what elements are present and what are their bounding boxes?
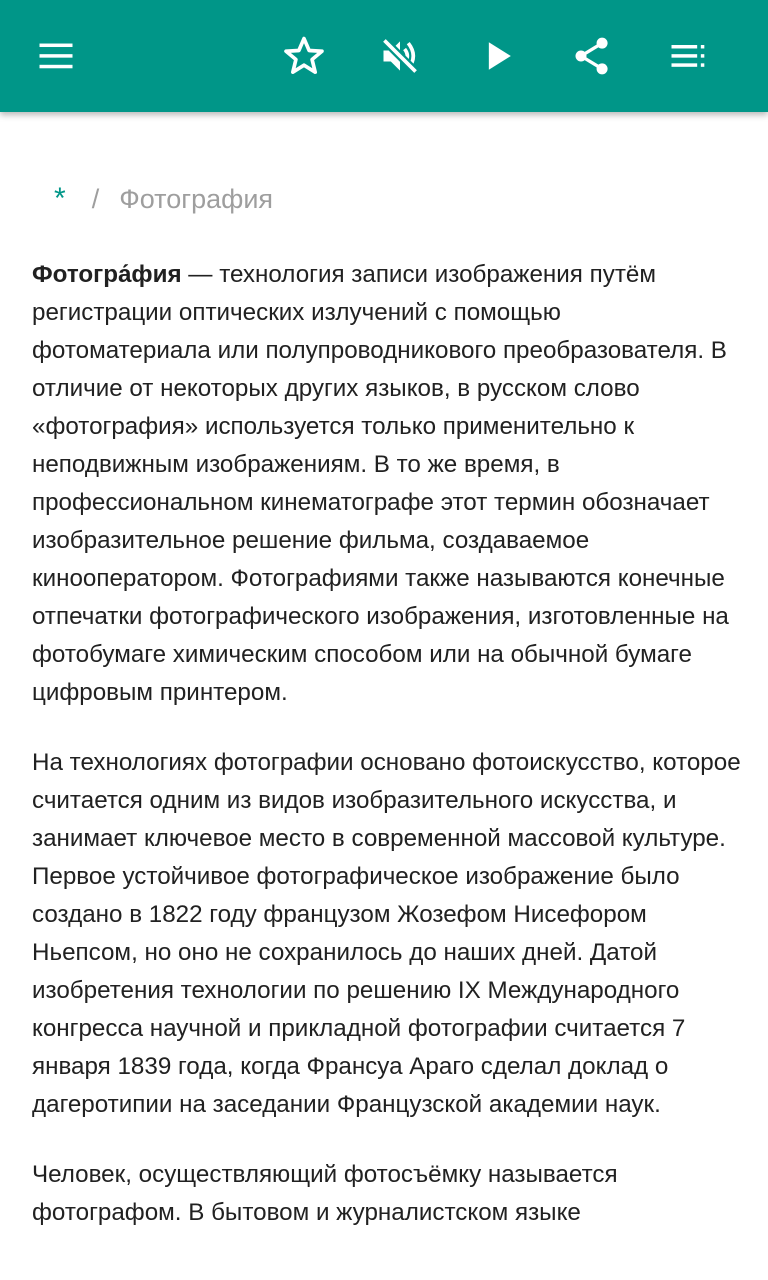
volume-off-icon xyxy=(378,34,422,78)
breadcrumb-separator: / xyxy=(91,184,100,214)
favorite-button[interactable] xyxy=(274,26,334,86)
play-icon xyxy=(476,34,520,78)
share-button[interactable] xyxy=(562,26,622,86)
app-toolbar xyxy=(0,0,768,112)
article-paragraph xyxy=(32,256,742,712)
article-paragraph-text: — технология записи изображения путём регистрации оптических излучений с помощью фотоматериала или полупроводникового преобразователя. В отличие от некоторых других языков, в русском слово «фотография» используется только применительно к неподвижным изображениям. В то же время, в профессиональном кинематографе этот термин обозначает изобразительное решение фильма, создаваемое кинооператором. Фотографиями также называются конечные отпечатки фотографического изображения, изготовленные на фотобумаге химическим способом или на обычной бумаге цифровым принтером. xyxy=(32,261,729,706)
menu-button[interactable] xyxy=(26,26,86,86)
table-of-contents-icon xyxy=(666,34,710,78)
article-paragraph: На технологиях фотографии основано фотоискусство, которое считается одним из видов изобразительного искусства, и занимает ключевое место в современной массовой культуре. Первое устойчивое фотографическое изображение было создано в 1822 году французом Жозефом Нисефором Ньепсом, но оно не сохранилось до наших дней. Датой изобретения технологии по решению IX Международного конгресса научной и прикладной фотографии считается 7 января 1839 года, когда Франсуа Араго сделал доклад о дагеротипии на заседании Французской академии наук. xyxy=(32,749,741,1118)
contents-button[interactable] xyxy=(658,26,718,86)
star-outline-icon xyxy=(282,34,326,78)
article-body xyxy=(32,256,742,1264)
sound-toggle-button[interactable] xyxy=(370,26,430,86)
breadcrumb xyxy=(54,182,273,216)
breadcrumb-current: Фотография xyxy=(119,184,274,214)
share-icon xyxy=(570,34,614,78)
article-term: Фотогра́фия xyxy=(32,261,182,288)
article-view[interactable] xyxy=(0,112,768,1280)
hamburger-menu-icon xyxy=(34,34,78,78)
play-button[interactable] xyxy=(468,26,528,86)
breadcrumb-root-link[interactable]: * xyxy=(54,182,66,215)
article-paragraph: Человек, осуществляющий фотосъёмку называется фотографом. В бытовом и журналистском языке xyxy=(32,1161,618,1226)
